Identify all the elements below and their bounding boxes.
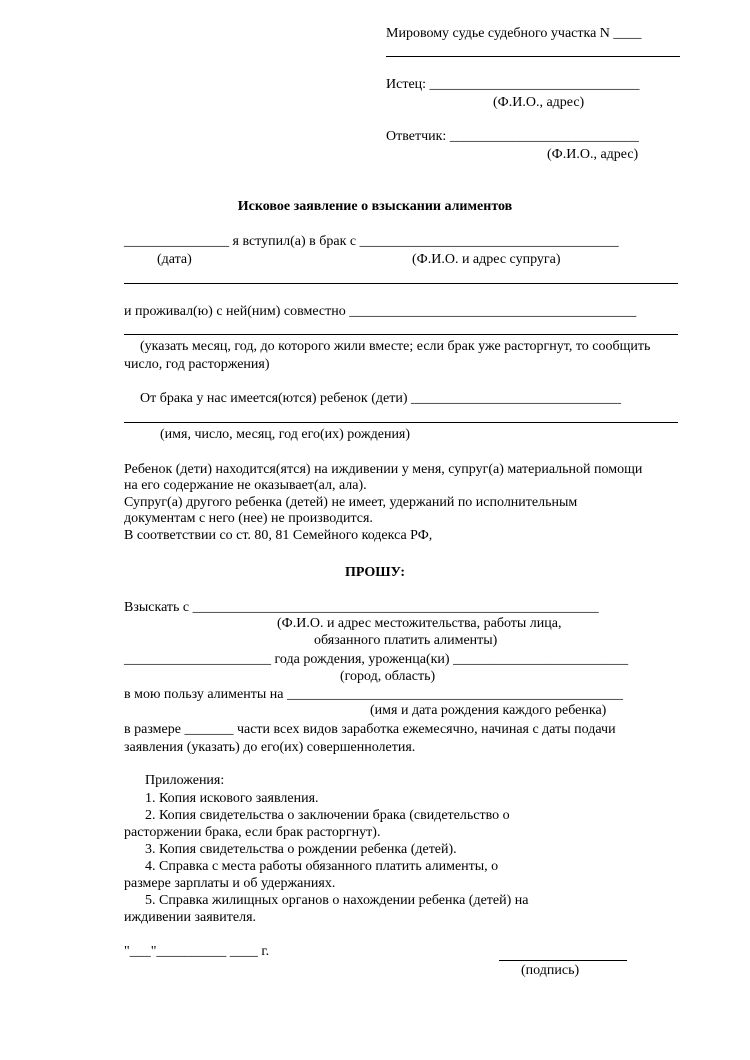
attachment-item-continued: расторжении брака, если брак расторгнут). xyxy=(124,825,381,840)
defendant-hint: (Ф.И.О., адрес) xyxy=(547,147,639,162)
attachment-item-continued: размере зарплаты и об удержаниях. xyxy=(124,876,336,891)
cohabitation-hint-1: (указать месяц, год, до которого жили вместе; если брак уже расторгнут, то сообщить xyxy=(140,339,651,354)
judge-address-line: Мировому судье судебного участка N ____ xyxy=(386,26,642,41)
attachment-item: 4. Справка с места работы обязанного платить алименты, о xyxy=(145,859,499,874)
amount-line-1: в размере _______ части всех видов заработка ежемесячно, начиная с даты подачи xyxy=(124,722,616,737)
marriage-line: _______________ я вступил(а) в брак с _____________________________________ xyxy=(124,234,619,249)
benefit-line: в мою пользу алименты на ________________________________________________ xyxy=(124,687,623,702)
marriage-date-hint: (дата) xyxy=(157,252,192,267)
signature-rule xyxy=(499,960,627,961)
blank-rule xyxy=(124,422,678,423)
plaintiff-hint: (Ф.И.О., адрес) xyxy=(493,95,585,110)
header-rule xyxy=(386,56,680,57)
attachment-item: 3. Копия свидетельства о рождении ребенка (детей). xyxy=(145,842,457,857)
collect-hint-1: (Ф.И.О. и адрес местожительства, работы лица, xyxy=(277,616,562,631)
attachments-heading: Приложения: xyxy=(145,773,225,788)
dependency-line-5: В соответствии со ст. 80, 81 Семейного кодекса РФ, xyxy=(124,528,433,543)
document-title: Исковое заявление о взыскании алиментов xyxy=(237,199,513,214)
date-line: "___"__________ ____ г. xyxy=(124,944,270,959)
dependency-line-4: документам с него (нее) не производится. xyxy=(124,511,373,526)
birth-line: _____________________ года рождения, уроженца(ки) _________________________ xyxy=(124,652,629,667)
request-heading: ПРОШУ: xyxy=(344,565,406,580)
marriage-spouse-hint: (Ф.И.О. и адрес супруга) xyxy=(412,252,561,267)
cohabitation-hint-2: число, год расторжения) xyxy=(124,357,270,372)
children-line: От брака у нас имеется(ются) ребенок (дети) ______________________________ xyxy=(140,391,621,406)
benefit-hint: (имя и дата рождения каждого ребенка) xyxy=(370,703,607,718)
amount-line-2: заявления (указать) до его(их) совершеннолетия. xyxy=(124,740,416,755)
attachment-item: 1. Копия искового заявления. xyxy=(145,791,319,806)
cohabitation-line: и проживал(ю) с ней(ним) совместно _________________________________________ xyxy=(124,304,637,319)
collect-hint-2: обязанного платить алименты) xyxy=(314,633,498,648)
birth-hint: (город, область) xyxy=(340,669,436,684)
dependency-line-1: Ребенок (дети) находится(ятся) на иждивении у меня, супруг(а) материальной помощи xyxy=(124,462,643,477)
dependency-line-3: Супруг(а) другого ребенка (детей) не имеет, удержаний по исполнительным xyxy=(124,495,578,510)
attachment-item: 2. Копия свидетельства о заключении брака (свидетельство о xyxy=(145,808,510,823)
defendant-line: Ответчик: ___________________________ xyxy=(386,129,639,144)
children-hint: (имя, число, месяц, год его(их) рождения) xyxy=(160,427,411,442)
signature-hint: (подпись) xyxy=(521,963,580,978)
blank-rule xyxy=(124,334,678,335)
attachment-item-continued: иждивении заявителя. xyxy=(124,910,257,925)
plaintiff-line: Истец: ______________________________ xyxy=(386,77,640,92)
collect-line: Взыскать с __________________________________________________________ xyxy=(124,600,599,615)
blank-rule xyxy=(124,283,678,284)
attachment-item: 5. Справка жилищных органов о нахождении ребенка (детей) на xyxy=(145,893,529,908)
dependency-line-2: на его содержание не оказывает(ал, ала). xyxy=(124,478,367,493)
